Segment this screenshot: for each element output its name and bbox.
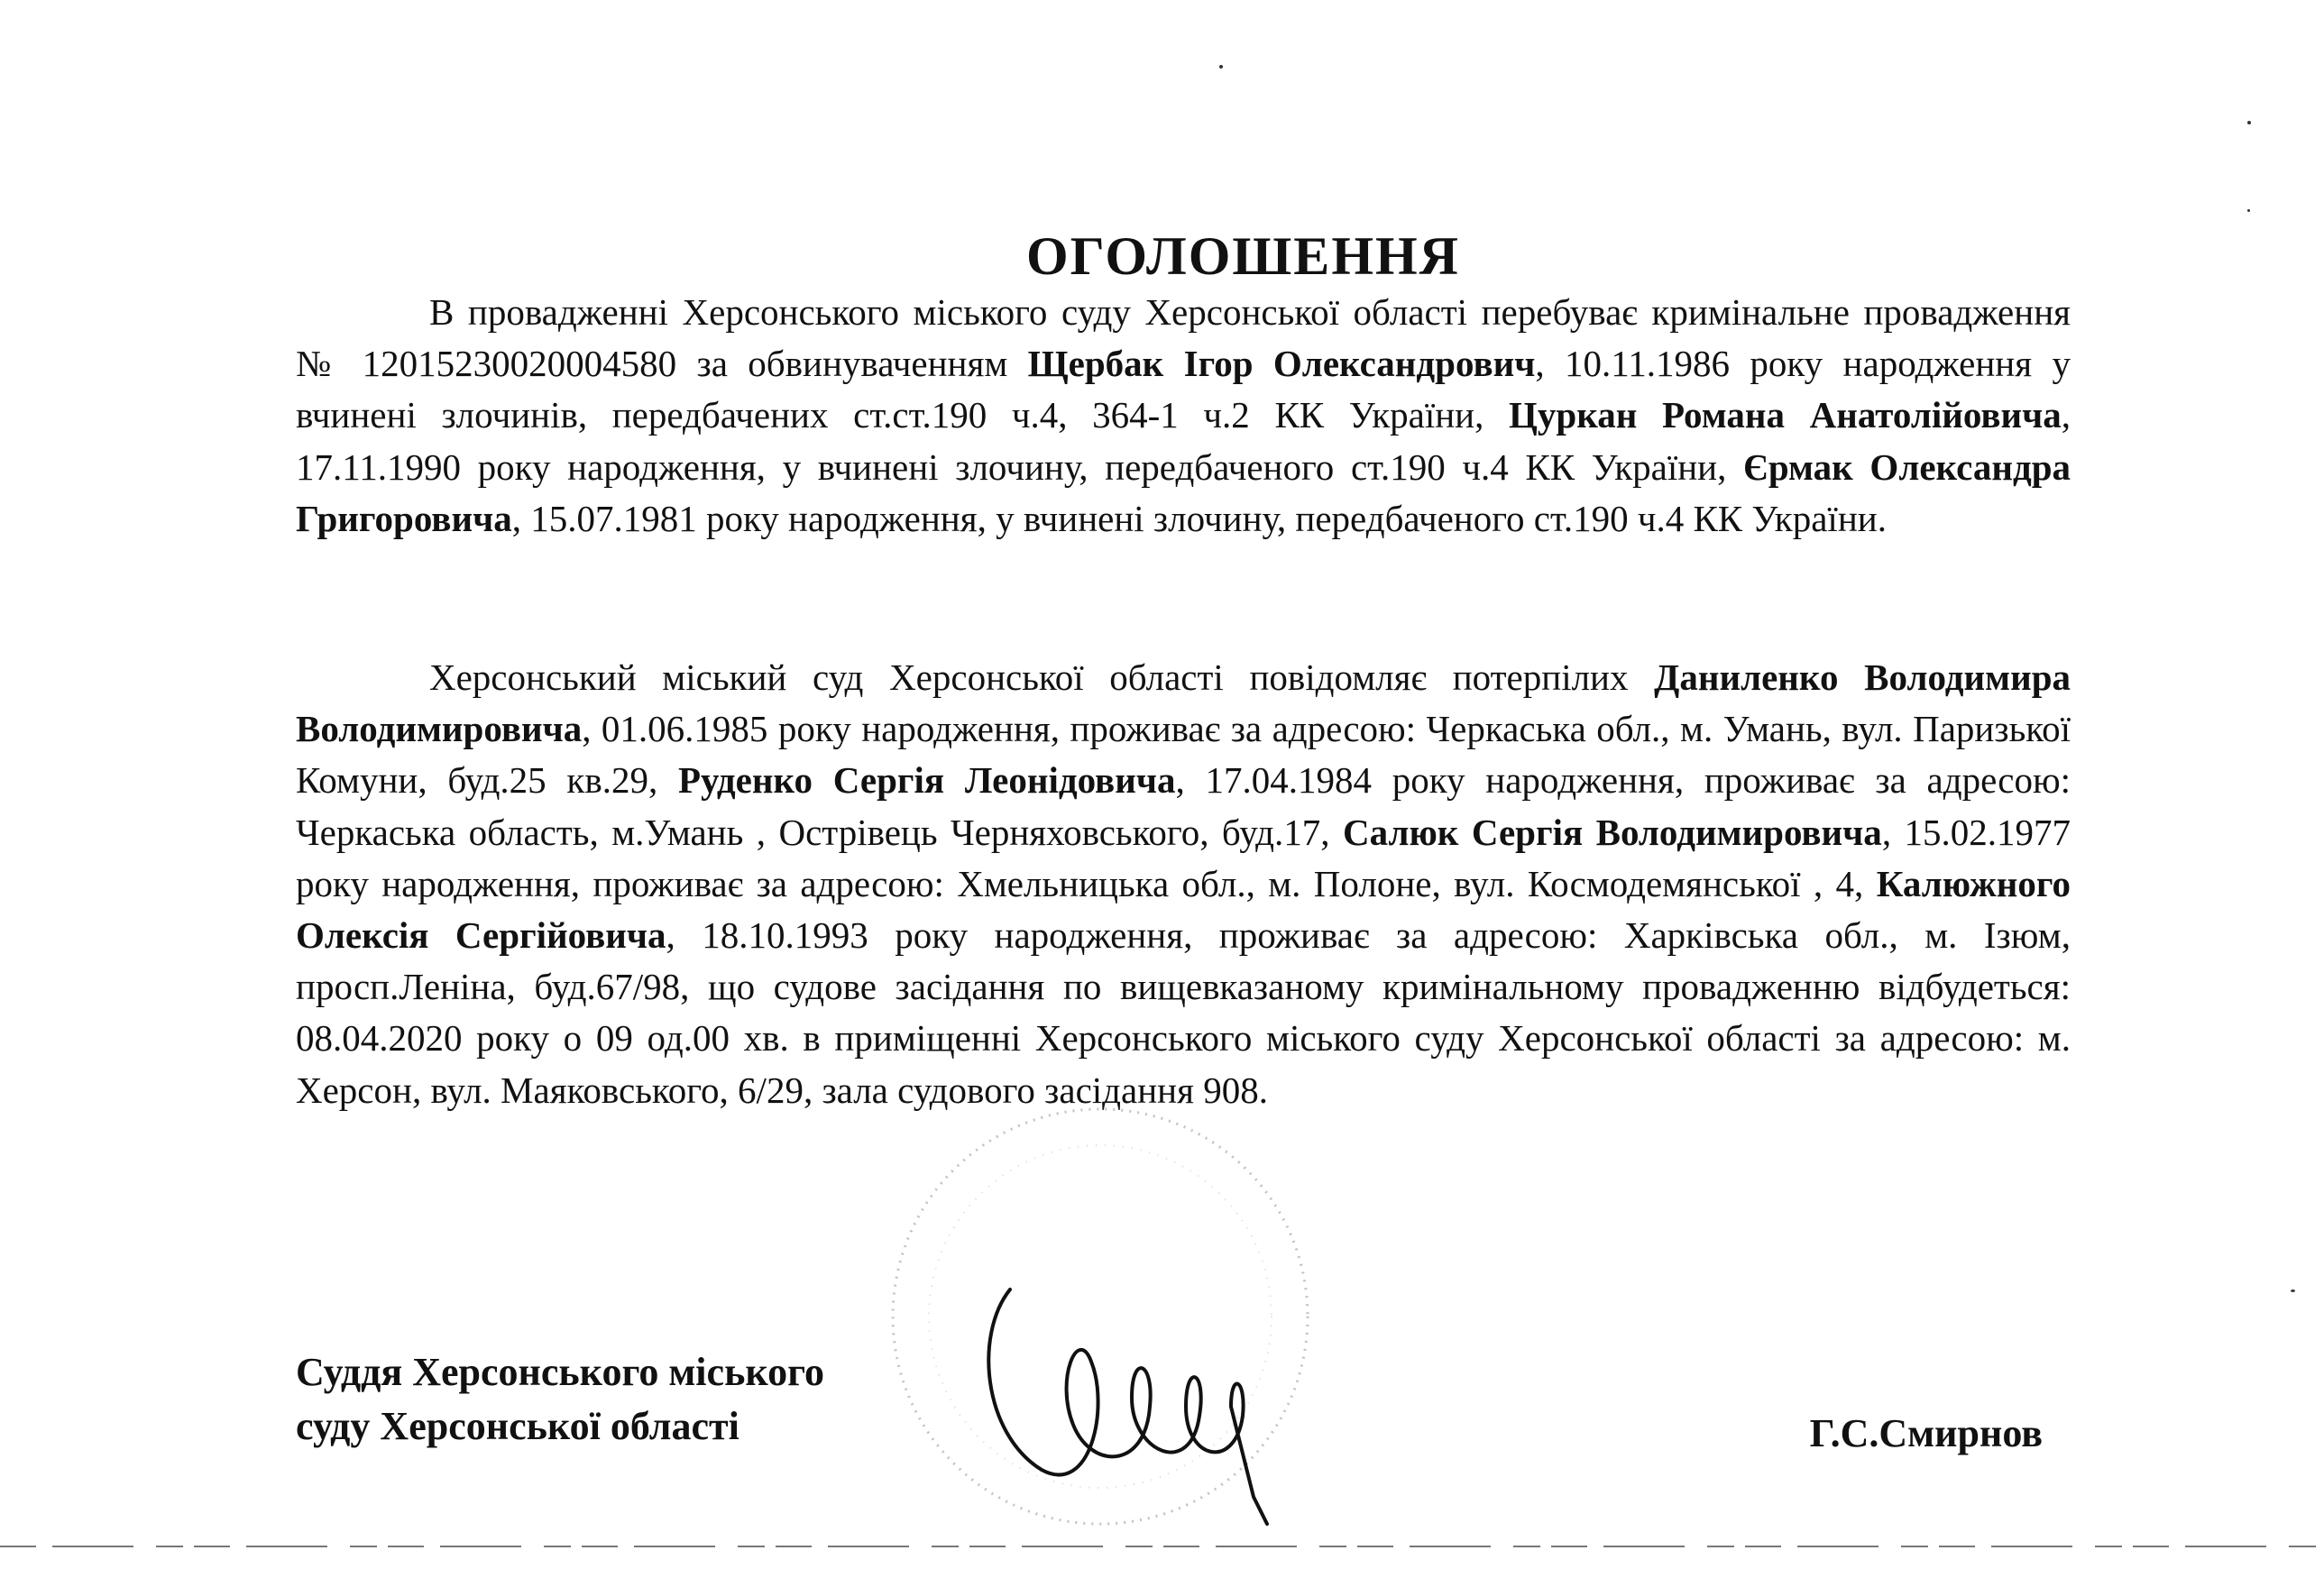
- p1-text-3: , 17.11.1990 року народження, у вчинені злочину, передбаченого ст.190 ч.4 КК України,: [296, 394, 2071, 488]
- judge-signature: [956, 1226, 1335, 1533]
- victim-name-4: Калюжного Олексія Сергійовича: [296, 862, 2071, 957]
- p2-text-2: , 01.06.1985 року народження, проживає за адресою: Черкаська обл., м. Умань, вул. Паризької Комуни, буд.25 кв.29,: [296, 708, 2071, 802]
- p2-text-4: , 15.02.1977 року народження, проживає за адресою: Хмельницька обл., м. Полоне, вул. Космодемянської , 4,: [296, 811, 2071, 904]
- accused-name-3: Єрмак Олександра Григоровича: [296, 445, 2071, 539]
- scan-speck: [2291, 1289, 2295, 1292]
- victim-name-2: Руденко Сергія Леонідовича: [677, 759, 1176, 802]
- paragraph-proceedings: [296, 287, 2071, 545]
- paragraph-notice: [296, 652, 2071, 1116]
- scan-edge-line: [0, 1544, 2324, 1549]
- judge-name: Г.С.Смирнов: [1809, 1411, 2043, 1455]
- victim-name-3: Салюк Сергія Володимировича: [1342, 811, 1882, 853]
- p2-text-3: , 17.04.1984 року народження, проживає за адресою: Черкаська область, м.Умань , Острівець Черняховського, буд.17,: [296, 759, 2071, 853]
- scan-speck: [1219, 65, 1223, 69]
- scan-speck: [2247, 121, 2251, 124]
- signature-title-line-2: суду Херсонської області: [296, 1404, 739, 1448]
- scan-speck: [2247, 209, 2250, 212]
- document-title: ОГОЛОШЕННЯ: [1026, 226, 1460, 286]
- accused-name-2: Цуркан Романа Анатолійовича: [1509, 394, 2062, 436]
- signature-title: [296, 1345, 824, 1454]
- victim-name-1: Даниленко Володимира Володимировича: [296, 656, 2071, 750]
- p2-text-5: , 18.10.1993 року народження, проживає за адресою: Харківська обл., м. Ізюм, просп.Леніна, буд.67/98, що судове засідання по вищевказаному кримінальному провадженню відбудеться: 08.04.2020 року о 09 од.00 хв. в приміщенні Херсонського міського суду Херсонської області за адресою: м. Херсон, вул. Маяковського, 6/29, зала судового засідання 908.: [296, 914, 2071, 1111]
- signature-title-line-1: Суддя Херсонського міського: [296, 1350, 824, 1394]
- p2-text-1: Херсонський міський суд Херсонської області повідомляє потерпілих: [429, 656, 1655, 698]
- p1-text-4: , 15.07.1981 року народження, у вчинені злочину, передбаченого ст.190 ч.4 КК України.: [511, 497, 1887, 539]
- p1-text-1: В провадженні Херсонського міського суду Херсонської області перебуває кримінальне провадження № 12015230020004580 за обвинуваченням: [296, 291, 2071, 385]
- accused-name-1: Щербак Ігор Олександрович: [1027, 343, 1536, 385]
- p1-text-2: , 10.11.1986 року народження у вчинені злочинів, передбачених ст.ст.190 ч.4, 364-1 ч.2 КК України,: [296, 343, 2071, 436]
